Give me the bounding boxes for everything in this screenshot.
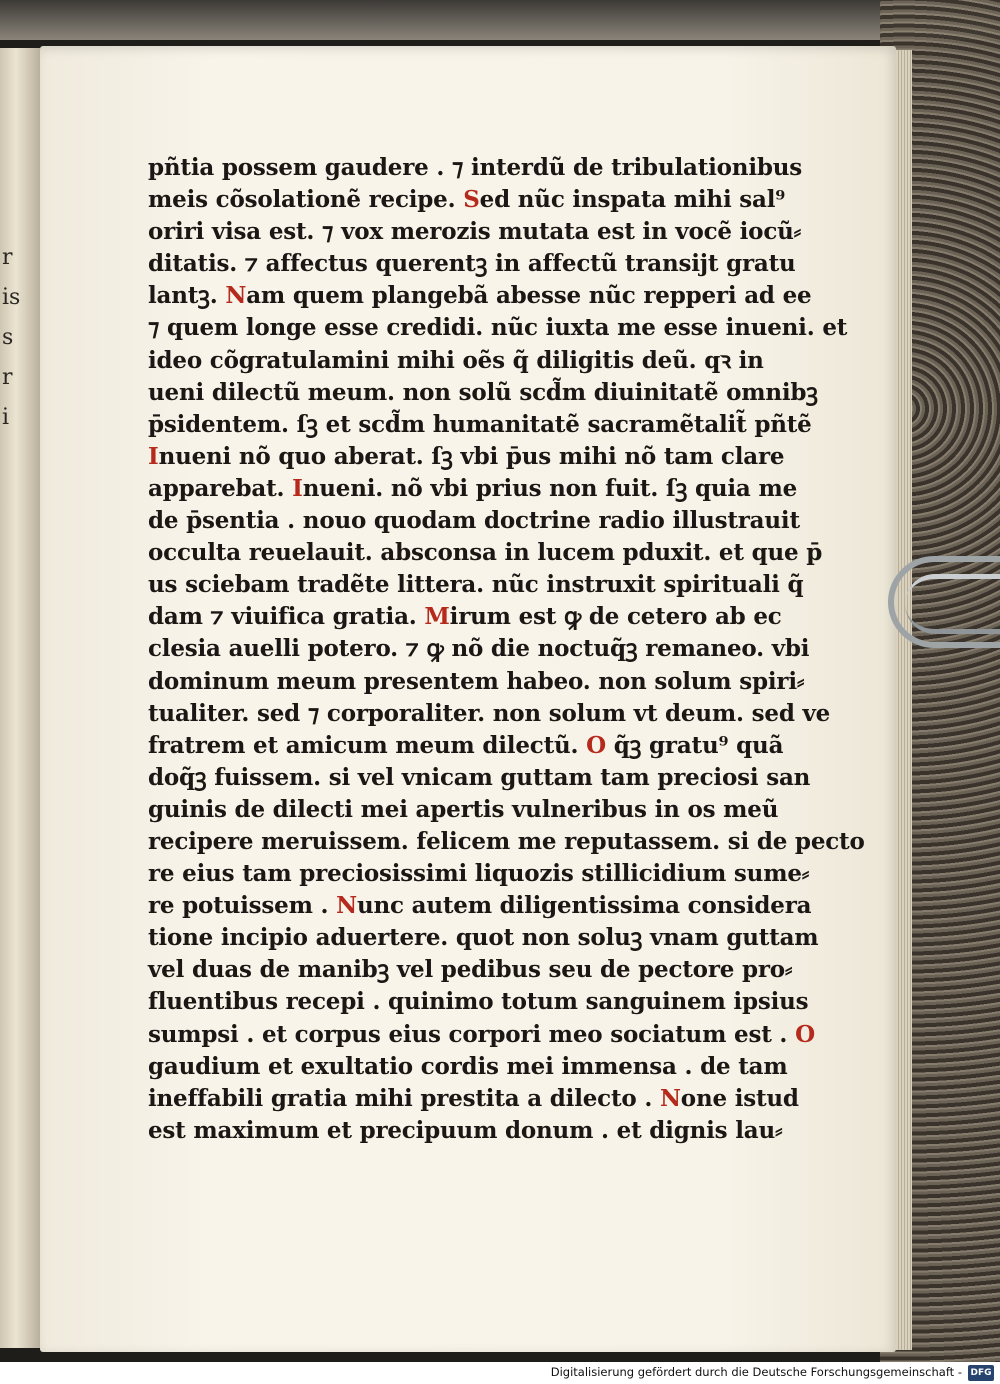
rubricated-initial: M [424,603,450,631]
text-line [148,666,805,698]
facing-leaf-mark: i [2,405,10,430]
facing-leaf-edge [0,48,40,1348]
text-line [148,409,812,441]
text-line [148,377,818,409]
text-line [148,633,810,665]
text-line [148,537,823,569]
text-line [148,762,811,794]
line-text: gaudium et exultatio cordis mei immensa . de tam [148,1052,788,1080]
line-text-continued: am quem plangebã abesse nũc repperi ad ee [246,282,812,310]
line-text: lantꝫ. [148,282,226,310]
line-text: sumpsi . et corpus eius corpori meo sociatum est . [148,1020,796,1048]
text-line [148,1051,788,1083]
rubricated-initial: I [148,442,159,470]
line-text: ditatis. ⁊ affectus querentꝫ in affectũ transijt gratu [148,250,796,278]
text-line [148,858,810,890]
text-line [148,569,804,601]
rubricated-initial: N [336,892,357,920]
line-text: ineffabili gratia mihi prestita a dilecto . [148,1084,660,1112]
line-text: tualiter. sed ⁊ corporaliter. non solum vt deum. sed ve [148,699,831,727]
line-text: us sciebam tradẽte littera. nũc instruxit spirituali q̃ [148,571,804,599]
text-line [148,505,800,537]
text-line [148,1019,815,1051]
rubricated-initial: I [292,474,303,502]
funding-credit: Digitalisierung gefördert durch die Deutsche Forschungsgemeinschaft - [550,1365,962,1379]
line-text: dominum meum presentem habeo. non solum spiri⸗ [148,667,805,695]
incunable-text-block [148,152,865,1147]
line-text: ideo cõgratulamini mihi oẽs q̃ diligitis deũ. qꝛ in [148,346,764,374]
line-text: re eius tam preciosissimi liquozis stillicidium sume⸗ [148,860,810,888]
page-clip-bar [905,574,1000,634]
line-text-continued: q̃ꝫ gratu⁹ quã [605,731,784,759]
line-text: oriri visa est. ⁊ vox merozis mutata est in vocẽ iocũ⸗ [148,218,802,246]
footer-bar [0,1362,1000,1384]
line-text: fluentibus recepi . quinimo totum sanguinem ipsius [148,988,809,1016]
text-line [148,1083,799,1115]
facing-leaf-mark: is [2,285,21,310]
text-line [148,890,812,922]
line-text: ueni dilectũ meum. non solũ scd̃m diuinitatẽ omnibꝫ [148,378,818,406]
text-line [148,152,803,184]
facing-leaf-mark: r [2,245,13,270]
line-text: re potuissem . [148,892,337,920]
line-text: clesia auelli potero. ⁊ ꝙ nõ die noctuq̃ꝫ remaneo. vbi [148,635,810,663]
rubricated-initial: O [795,1020,815,1048]
line-text: guinis de dilecti mei apertis vulneribus in os meũ [148,795,779,823]
text-line [148,184,786,216]
text-line [148,986,809,1018]
text-line [148,216,802,248]
line-text: tione incipio aduertere. quot non soluꝫ vnam guttam [148,924,819,952]
facing-leaf-mark: r [2,365,13,390]
text-line [148,601,782,633]
text-line [148,441,785,473]
line-text-continued: nueni. nõ vbi prius non fuit. ſꝫ quia me [302,474,798,502]
line-text: est maximum et precipuum donum . et dignis lau⸗ [148,1116,783,1144]
text-line [148,698,831,730]
text-line [148,730,784,762]
line-text: apparebat. [148,474,293,502]
line-text: p̄sidentem. ſꝫ et scd̃m humanitatẽ sacramẽtalit̃ pñtẽ [148,410,812,438]
line-text-continued: one istud [680,1084,799,1112]
line-text: occulta reuelauit. absconsa in lucem pduxit. et que p̄ [148,539,823,567]
text-line [148,922,819,954]
rubricated-initial: N [659,1084,681,1112]
line-text: doq̃ꝫ fuissem. si vel vnicam guttam tam preciosi san [148,763,811,791]
line-text-continued: nueni nõ quo aberat. ſꝫ vbi p̄us mihi nõ tam clare [158,442,785,470]
text-line [148,826,865,858]
rubricated-initial: S [463,186,480,214]
text-line [148,280,812,312]
facing-leaf-mark: s [2,325,14,350]
line-text: recipere meruissem. felicem me reputassem. si de pecto [148,827,865,855]
line-text: de p̄sentia . nouo quodam doctrine radio illustrauit [148,507,800,535]
line-text: dam ⁊ viuifica gratia. [148,603,425,631]
text-line [148,312,848,344]
text-line [148,1115,783,1147]
rubricated-initial: N [225,282,247,310]
dfg-logo-icon: DFG [968,1365,994,1381]
text-line [148,248,796,280]
facing-leaf-text [2,238,26,438]
rubricated-initial: O [586,731,606,759]
text-line [148,954,793,986]
text-line [148,794,779,826]
text-line [148,473,798,505]
line-text: fratrem et amicum meum dilectũ. [148,731,587,759]
line-text-continued: ed nũc inspata mihi sal⁹ [479,186,786,214]
line-text: meis cõsolationẽ recipe. [148,186,464,214]
line-text: ⁊ quem longe esse credidi. nũc iuxta me esse inueni. et [148,314,848,342]
book-cover-top [0,0,1000,40]
text-line [148,345,768,377]
line-text-continued: unc autem diligentissima considera [356,892,812,920]
line-text-continued: irum est ꝙ de cetero ab ec [449,603,782,631]
line-text: vel duas de manibꝫ vel pedibus seu de pectore pro⸗ [148,956,793,984]
line-text: pñtia possem gaudere . ⁊ interdũ de tribulationibus [148,154,803,181]
